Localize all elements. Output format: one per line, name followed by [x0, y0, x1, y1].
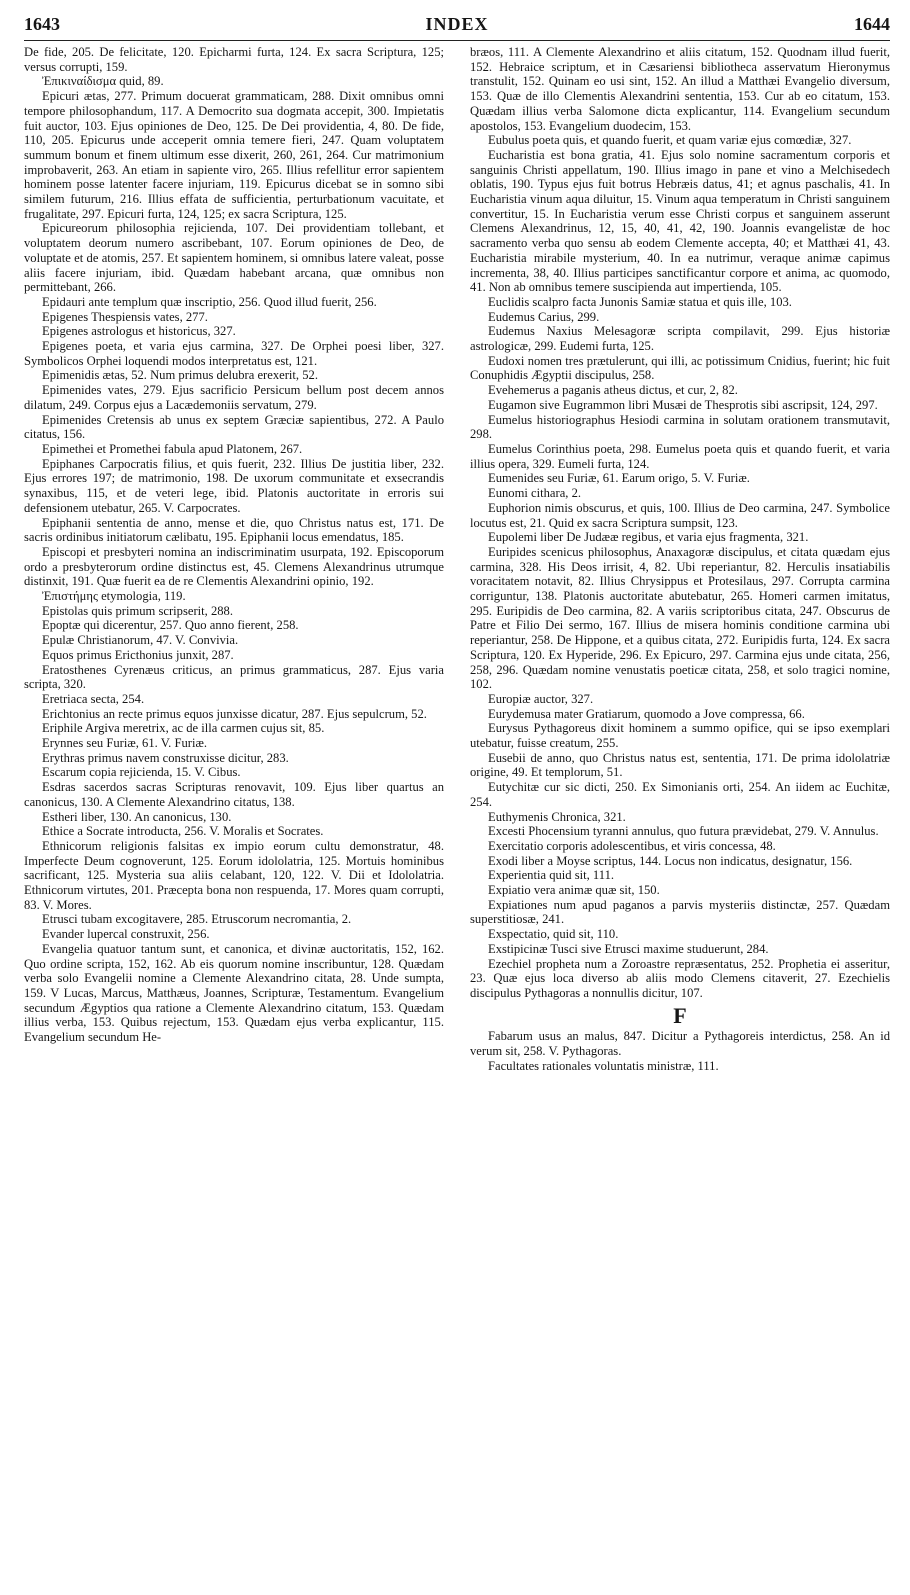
index-entry: Ἐπικιναίδισμα quid, 89.	[42, 74, 164, 89]
index-entry: Eudoxi nomen tres prætulerunt, qui illi, ac potissimum Cnidius, fuerint; hic fuit Conuphidis Ægyptii discipulus, 258.	[470, 353, 890, 383]
index-entry: Euphorion nimis obscurus, et quis, 100. Illius de Deo carmina, 247. Symbolice locutus est, 21. Quid ex sacra Scriptura sumpsit, 123.	[470, 500, 890, 530]
right-column	[470, 45, 890, 1074]
index-entry: Erythras primus navem construxisse dicitur, 283.	[42, 750, 289, 765]
right-column-f-entries	[470, 1029, 890, 1073]
index-entry: Epicuri ætas, 277. Primum docuerat grammaticam, 288. Dixit omnibus omni tempore philosophandum, 117. A Democrito sua dogmata accepit, 300. Impietatis fuit auctor, 103. Ejus opiniones de Deo, 125. De Dei providentia, 4, 80. De fide, 110, 205. Epicurus unde acceperit omnia temere fieri, 247. Quam voluptatem summum bonum et finem ultimum esse dixerit, 260, 261, 264. Cur matrimonium improbaverit, 263. An etiam in sapiente viro, 265. Illius refellitur error sapientem hominem posse latenter facere injuriam, 119. Epicurus dicebat se in somno sibi similem futurum, 216. Illius effata de sufficientia, perturbationum vacuitate, et frugalitate, 297. Epicuri furta, 124, 125; ex sacra Scriptura, 125.	[24, 89, 444, 221]
index-entry: Epigenes Thespiensis vates, 277.	[42, 309, 208, 324]
index-entry: Eumenides seu Furiæ, 61. Earum origo, 5. V. Furiæ.	[488, 471, 750, 486]
index-entry: Ezechiel propheta num a Zoroastre repræsentatus, 252. Prophetia ei asseritur, 23. Quæ ejus loca diverso ab aliis modo Clemens citaverit, 27. Ezechielis discipulus Pythagoras a nonnullis dicitur, 107.	[470, 956, 890, 1000]
index-entry: Euclidis scalpro facta Junonis Samiæ statua et quis ille, 103.	[488, 294, 792, 309]
index-entry: Epiphanes Carpocratis filius, et quis fuerit, 232. Illius De justitia liber, 232. Ejus errores 197; de matrimonio, 198. De uxorum communitate et exsecrandis synaxibus, 115, et de veteri lege, ibid. Platonis auctoritate in erroris sui defensionem utebatur, 265. V. Carpocrates.	[24, 456, 444, 515]
index-entry: Eutychitæ cur sic dicti, 250. Ex Simonianis orti, 254. An iidem ac Euchitæ, 254.	[470, 780, 890, 809]
index-entry: Euthymenis Chronica, 321.	[488, 809, 626, 824]
index-entry: Exercitatio corporis adolescentibus, et viris concessa, 48.	[488, 838, 776, 853]
index-entry: bræos, 111. A Clemente Alexandrino et aliis citatum, 152. Quodnam illud fuerit, 152. Hebraice scriptum, et in Cæsariensi bibliotheca asservatum Hieronymus transtulit, 152. Quinam eo usi sint, 152. An illud a Matthæi Evangelio diversum, 153. Quæ de illo Clementis Alexandrini sententia, 153. Cur ab eo citatum, 153. Quædam illius verba Salomone dicta explicantur, 114. Evangelium secundum apostolos, 153. Evangelium duodecim, 153.	[470, 45, 890, 133]
index-entry: Ethnicorum religionis falsitas ex impio eorum cultu demonstratur, 48. Imperfecte Deum cognoverunt, 125. Eorum idololatria, 125. Mortuis hominibus sacrificant, 125. Mysteria sua aliis celabant, 120, 122. V. Dii et Idololatria. Ethnicorum virtutes, 201. Præcepta bona non respuenda, 17. Mores quam corrupti, 83. V. Mores.	[24, 838, 444, 912]
index-entry: Escarum copia rejicienda, 15. V. Cibus.	[42, 765, 241, 780]
index-entry: Eratosthenes Cyrenæus criticus, an primus grammaticus, 287. Ejus varia scripta, 320.	[24, 662, 444, 692]
index-entry: Epimenides vates, 279. Ejus sacrificio Persicum bellum post decem annos dilatum, 249. Corpus ejus a Lacædemoniis servatum, 279.	[24, 383, 444, 412]
right-column-entries	[470, 45, 890, 1001]
index-entry: Eubulus poeta quis, et quando fuerit, et quam variæ ejus comœdiæ, 327.	[488, 133, 852, 148]
index-entry: Eumelus historiographus Hesiodi carmina in solutam orationem transmutavit, 298.	[470, 412, 890, 442]
index-entry: Episcopi et presbyteri nomina an indiscriminatim usurpata, 192. Episcoporum ordo a presbyterorum ordine distinctus est, 45. Clemens Alexandrinus utrumque distinxit, 191. Quæ fuerit ea de re Clementis Alexandrini opinio, 192.	[24, 544, 444, 589]
index-entry: Eudemus Naxius Melesagoræ scripta compilavit, 299. Ejus historiæ astrologicæ, 299. Eudemi furta, 125.	[470, 324, 890, 354]
index-entry: Epiphanii sententia de anno, mense et die, quo Christus natus est, 171. De sacris ordinibus initiatorum cælibatu, 195. Epiphanii locus emendatus, 185.	[24, 515, 444, 545]
index-entry: De fide, 205. De felicitate, 120. Epicharmi furta, 124. Ex sacra Scriptura, 125; versus corrupti, 159.	[24, 45, 444, 74]
index-entry: Eretriaca secta, 254.	[42, 691, 145, 706]
section-letter: F	[673, 1002, 687, 1028]
index-entry: Eucharistia est bona gratia, 41. Ejus solo nomine sacramentum corporis et sanguinis Christi appellatum, 190. Illius imago in pane et vino a Melchisedech oblatis, 190. Typus ejus fuit botrus Hebræis datus, 41; et agnus paschalis, 41. In Eucharistia vinum aqua diluitur, 15. Vinum aqua temperatum in Christi sanguinem convertitur, 15. In Eucharistia verum esse Christi corpus et sanguinem asserunt Clemens Alexandrinus, 12, 15, 40, 41, 42, 190. Joannis evangelistæ de hoc sacramento verba quo sensu ab eodem Clemente accepta, 40; et Matthæi 41, 43. Eucharistia mirabile mysterium, 40. In ea nutrimur, veraque animæ capimus incrementa, 38, 40. Illius participes sanctificantur corpore et anima, ac quomodo, 41. Non ab omnibus temere suscipienda aut impertienda, 105.	[470, 147, 890, 295]
index-entry: Evehemerus a paganis atheus dictus, et cur, 2, 82.	[488, 383, 738, 398]
index-entry: Eupolemi liber De Judææ regibus, et varia ejus fragmenta, 321.	[488, 530, 809, 545]
index-entry: Excesti Phocensium tyranni annulus, quo futura prævidebat, 279. V. Annulus.	[488, 824, 879, 839]
index-entry: Evander lupercal construxit, 256.	[42, 927, 210, 942]
index-entry: Euripides scenicus philosophus, Anaxagoræ discipulus, et citata quædam ejus carmina, 328. His Deos irrisit, 4, 82. Ubi reperiantur, 82. Herculis insatiabilis voracitatem notavit, 82. Illius Chrysippus et Protesilaus, 297. Corrupta carmina corriguntur, 138. Platonis auctoritate abutebatur, 265. Homeri carmen imitatus, 295. Euripidis de Deo carmina, 82. A variis scriptoribus citata, 247. Obscurus de Patre et Filio Dei sermo, 167. Illius de misera hominis conditione carmina ubi reperiantur, 258. De Hippone, et a quibus citata, 272. Euripidis furta, 124. Ex sacra Scriptura, 120. Ex Hyperide, 296. Ex Epicuro, 297. Carmina ejus unde citata, 256, 258, 296. Quædam nomine venustatis poeticæ citata, 258, et solo tragici nomine, 102.	[470, 544, 890, 692]
index-entry: Estheri liber, 130. An canonicus, 130.	[42, 809, 232, 824]
index-entry: Epidauri ante templum quæ inscriptio, 256. Quod illud fuerit, 256.	[42, 294, 377, 309]
index-entry: Expiatio vera animæ quæ sit, 150.	[488, 883, 660, 898]
page-title: INDEX	[425, 14, 489, 34]
index-entry: Epistolas quis primum scripserit, 288.	[42, 603, 233, 618]
index-entry: Eurysus Pythagoreus dixit hominem a summo opifice, qui se ipso exemplari utebatur, fuisse creatum, 255.	[470, 721, 890, 751]
index-entry: Eusebii de anno, quo Christus natus est, sententia, 171. De prima idololatriæ origine, 49. Et templorum, 51.	[470, 750, 890, 780]
index-entry: Eumelus Corinthius poeta, 298. Eumelus poeta quis et quando fuerit, et varia illius opera, 329. Eumeli furta, 124.	[470, 441, 890, 471]
index-entry: Equos primus Ericthonius junxit, 287.	[42, 647, 234, 662]
running-header	[24, 14, 890, 41]
index-entry: Fabarum usus an malus, 847. Dicitur a Pythagoreis interdictus, 258. An id verum sit, 258. V. Pythagoras.	[470, 1029, 890, 1059]
index-entry: Epoptæ qui dicerentur, 257. Quo anno fierent, 258.	[42, 618, 299, 633]
index-entry: Exstipicinæ Tusci sive Etrusci maxime studuerunt, 284.	[488, 941, 769, 956]
index-entry: Erichtonius an recte primus equos junxisse dicatur, 287. Ejus sepulcrum, 52.	[42, 706, 427, 721]
index-entry: Erynnes seu Furiæ, 61. V. Furiæ.	[42, 736, 208, 751]
index-columns	[24, 45, 890, 1074]
index-entry: Ethice a Socrate introducta, 256. V. Moralis et Socrates.	[42, 824, 324, 839]
index-entry: Ἐπιστήμης etymologia, 119.	[42, 589, 186, 604]
index-entry: Eurydemusa mater Gratiarum, quomodo a Jove compressa, 66.	[488, 706, 805, 721]
left-column	[24, 45, 444, 1074]
index-entry: Exspectatio, quid sit, 110.	[488, 927, 619, 942]
index-entry: Eugamon sive Eugrammon libri Musæi de Thesprotis sibi ascripsit, 124, 297.	[488, 397, 878, 412]
index-entry: Epigenes poeta, et varia ejus carmina, 327. De Orphei poesi liber, 327. Symbolicos Orphei loquendi modos interpretatus est, 121.	[24, 339, 444, 368]
index-entry: Epimenidis ætas, 52. Num primus delubra erexerit, 52.	[42, 368, 318, 383]
index-entry: Esdras sacerdos sacras Scripturas renovavit, 109. Ejus liber quartus an canonicus, 130. A Clemente Alexandrino citatus, 138.	[24, 780, 444, 809]
index-entry: Epulæ Christianorum, 47. V. Convivia.	[42, 633, 239, 648]
index-entry: Expiationes num apud paganos a parvis mysteriis distinctæ, 257. Quædam superstitiosæ, 241.	[470, 897, 890, 927]
index-entry: Eudemus Carius, 299.	[488, 309, 600, 324]
index-entry: Epicureorum philosophia rejicienda, 107. Dei providentiam tollebant, et voluptatem deorum numero ascribebant, 107. Eorum opiniones de Deo, de voluptate et de atomis, 257. Et sapientem hominem, si omnibus latere valeat, posse aliis facere injuriam, ibid. Quædam habebant arcana, quæ omnibus non permittebant, 266.	[24, 221, 444, 295]
index-entry: Epimenides Cretensis ab unus ex septem Græciæ sapientibus, 272. A Paulo citatus, 156.	[24, 412, 444, 442]
page-number-left: 1643	[24, 14, 60, 34]
index-entry: Experientia quid sit, 111.	[488, 868, 615, 883]
index-entry: Eriphile Argiva meretrix, ac de illa carmen cujus sit, 85.	[42, 721, 325, 736]
index-entry: Epimethei et Promethei fabula apud Platonem, 267.	[42, 441, 303, 456]
index-entry: Facultates rationales voluntatis ministræ, 111.	[488, 1058, 719, 1073]
index-entry: Etrusci tubam excogitavere, 285. Etruscorum necromantia, 2.	[42, 912, 352, 927]
index-entry: Epigenes astrologus et historicus, 327.	[42, 324, 236, 339]
index-entry: Exodi liber a Moyse scriptus, 144. Locus non indicatus, designatur, 156.	[488, 853, 853, 868]
index-entry: Eunomi cithara, 2.	[488, 486, 582, 501]
index-entry: Europiæ auctor, 327.	[488, 691, 594, 706]
page-number-right: 1644	[853, 14, 890, 34]
index-entry: Evangelia quatuor tantum sunt, et canonica, et divinæ auctoritatis, 152, 162. Quo ordine scripta, 152, 162. Ab eis quorum nomine inscribuntur, 128. Quædam verba solo Evangelii nomine a Clemente Alexandrino citata, 28. Unde sumpta, 159. V Lucas, Marcus, Matthæus, Joannes, Scripturæ, Testamentum. Evangelium secundum Ægyptios qua ratione a Clemente Alexandrino citatum, 153. Quædam illius verba, 153. Quibus rejectum, 153. Quædam ejus verba explicantur, 115. Evangelium secundum He-	[24, 941, 444, 1045]
